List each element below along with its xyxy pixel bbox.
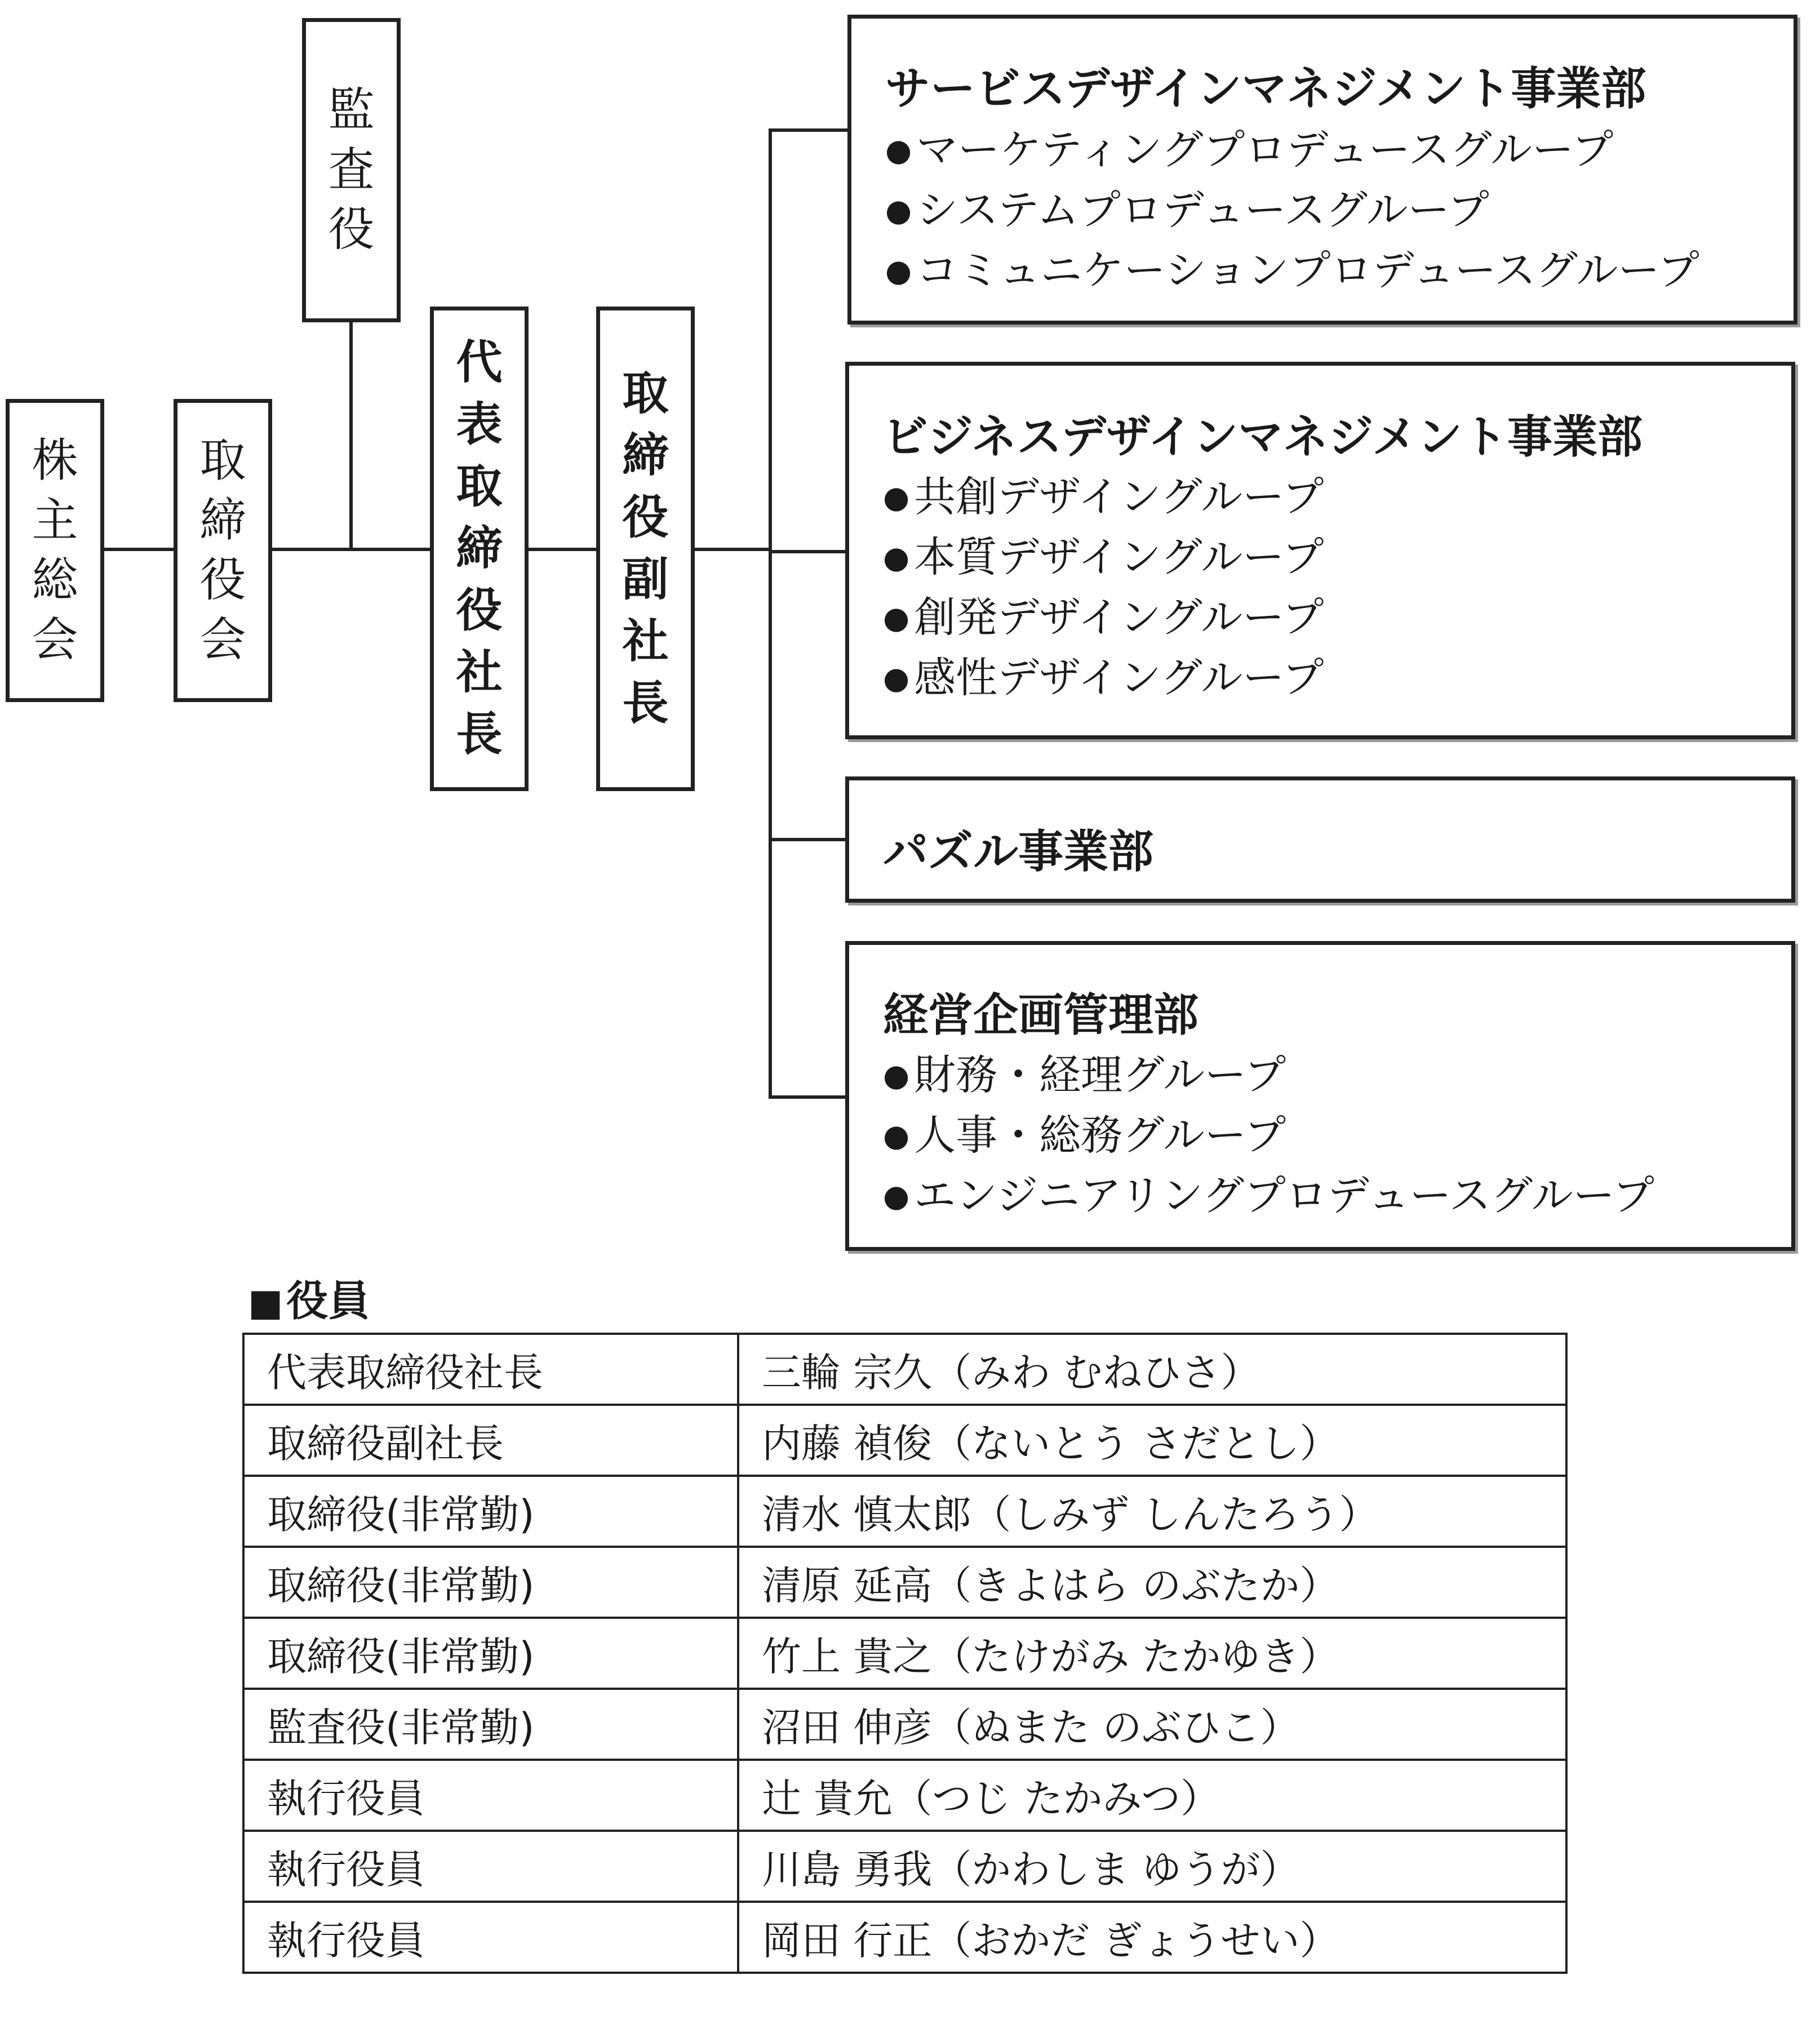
officer-name-cell: 川島 勇我（かわしま ゆうが） — [738, 1831, 1566, 1902]
department-title: ビジネスデザインマネジメント事業部 — [883, 411, 1643, 463]
group-item: ● 感性デザイングループ — [883, 648, 1324, 708]
group-list — [885, 120, 1699, 301]
officer-role-cell: 取締役(非常勤) — [243, 1547, 738, 1618]
table-row — [243, 1831, 1566, 1902]
officer-role-cell: 取締役(非常勤) — [243, 1618, 738, 1689]
table-row — [243, 1689, 1566, 1760]
box-char: 締 — [199, 494, 246, 547]
department-title: サービスデザインマネジメント事業部 — [885, 63, 1646, 115]
department-box-business-design — [845, 362, 1795, 739]
connector-president-vice — [527, 548, 598, 551]
group-list — [883, 467, 1324, 708]
department-title: パズル事業部 — [883, 825, 1153, 878]
connector-dept-2 — [769, 550, 847, 553]
officers-section-title: ■ 役員 — [248, 1268, 370, 1328]
box-char: 表 — [456, 398, 503, 451]
box-char: 会 — [32, 613, 78, 667]
officer-role-cell: 取締役副社長 — [243, 1405, 738, 1476]
department-title: 経営企画管理部 — [883, 989, 1198, 1041]
group-item: ● 本質デザイングループ — [883, 527, 1324, 588]
department-trunk-line — [769, 128, 772, 1099]
box-char: 代 — [456, 336, 503, 389]
officer-name-cell: 岡田 行正（おかだ ぎょうせい） — [738, 1902, 1566, 1973]
box-char: 締 — [622, 429, 669, 482]
group-item: ● コミュニケーションプロデュースグループ — [885, 241, 1699, 301]
box-char: 締 — [456, 522, 503, 575]
board-of-directors-box — [174, 399, 272, 702]
group-item: ● 人事・総務グループ — [883, 1106, 1654, 1166]
box-char: 監 — [328, 83, 375, 137]
officer-name-cell: 清水 慎太郎（しみず しんたろう） — [738, 1476, 1566, 1547]
group-item: ● 共創デザイングループ — [883, 467, 1324, 527]
officer-role-cell: 代表取締役社長 — [243, 1334, 738, 1405]
group-item: ● 財務・経理グループ — [883, 1045, 1654, 1106]
officer-name-cell: 清原 延高（きよはら のぶたか） — [738, 1547, 1566, 1618]
table-row — [243, 1547, 1566, 1618]
president-box — [430, 307, 529, 791]
group-item: ● 創発デザイングループ — [883, 588, 1324, 648]
auditor-box — [302, 18, 401, 322]
box-char: 取 — [456, 460, 503, 513]
officer-role-cell: 監査役(非常勤) — [243, 1689, 738, 1760]
department-box-management-planning — [845, 941, 1795, 1251]
table-row — [243, 1618, 1566, 1689]
table-row — [243, 1334, 1566, 1405]
vice-president-box — [596, 307, 695, 791]
connector-dept-1 — [769, 128, 847, 132]
box-char: 株 — [32, 434, 78, 487]
officer-name-cell: 竹上 貴之（たけがみ たかゆき） — [738, 1618, 1566, 1689]
shareholders-meeting-box — [6, 399, 104, 702]
officer-role-cell: 執行役員 — [243, 1902, 738, 1973]
officer-role-cell: 執行役員 — [243, 1831, 738, 1902]
box-char: 長 — [622, 677, 669, 730]
box-char: 役 — [199, 553, 246, 607]
connector-auditor — [349, 319, 353, 550]
box-char: 主 — [32, 494, 78, 547]
officer-name-cell: 沼田 伸彦（ぬまた のぶひこ） — [738, 1689, 1566, 1760]
box-char: 役 — [328, 203, 375, 256]
department-box-puzzle — [845, 776, 1795, 903]
box-char: 査 — [328, 143, 375, 197]
table-row — [243, 1405, 1566, 1476]
table-row — [243, 1902, 1566, 1973]
box-char: 社 — [456, 646, 503, 699]
group-item: ● マーケティングプロデュースグループ — [885, 120, 1699, 180]
group-list — [883, 1045, 1654, 1226]
officer-name-cell: 辻 貴允（つじ たかみつ） — [738, 1760, 1566, 1831]
box-char: 総 — [32, 553, 78, 607]
connector-shareholders-board — [103, 548, 176, 551]
officer-name-cell: 内藤 禎俊（ないとう さだとし） — [738, 1405, 1566, 1476]
box-char: 役 — [456, 584, 503, 637]
table-row — [243, 1476, 1566, 1547]
department-box-service-design — [847, 15, 1797, 325]
officers-table — [242, 1333, 1568, 1974]
connector-vice-trunk — [693, 548, 769, 551]
box-char: 取 — [199, 434, 246, 487]
box-char: 社 — [622, 615, 669, 668]
group-item: ● エンジニアリングプロデュースグループ — [883, 1166, 1654, 1226]
box-char: 取 — [622, 367, 669, 420]
box-char: 長 — [456, 708, 503, 761]
officer-name-cell: 三輪 宗久（みわ むねひさ） — [738, 1334, 1566, 1405]
connector-dept-3 — [769, 838, 847, 841]
officer-role-cell: 取締役(非常勤) — [243, 1476, 738, 1547]
box-char: 副 — [622, 553, 669, 606]
box-char: 会 — [199, 613, 246, 667]
table-row — [243, 1760, 1566, 1831]
group-item: ● システムプロデュースグループ — [885, 180, 1699, 241]
box-char: 役 — [622, 491, 669, 544]
connector-dept-4 — [769, 1095, 847, 1099]
officer-role-cell: 執行役員 — [243, 1760, 738, 1831]
